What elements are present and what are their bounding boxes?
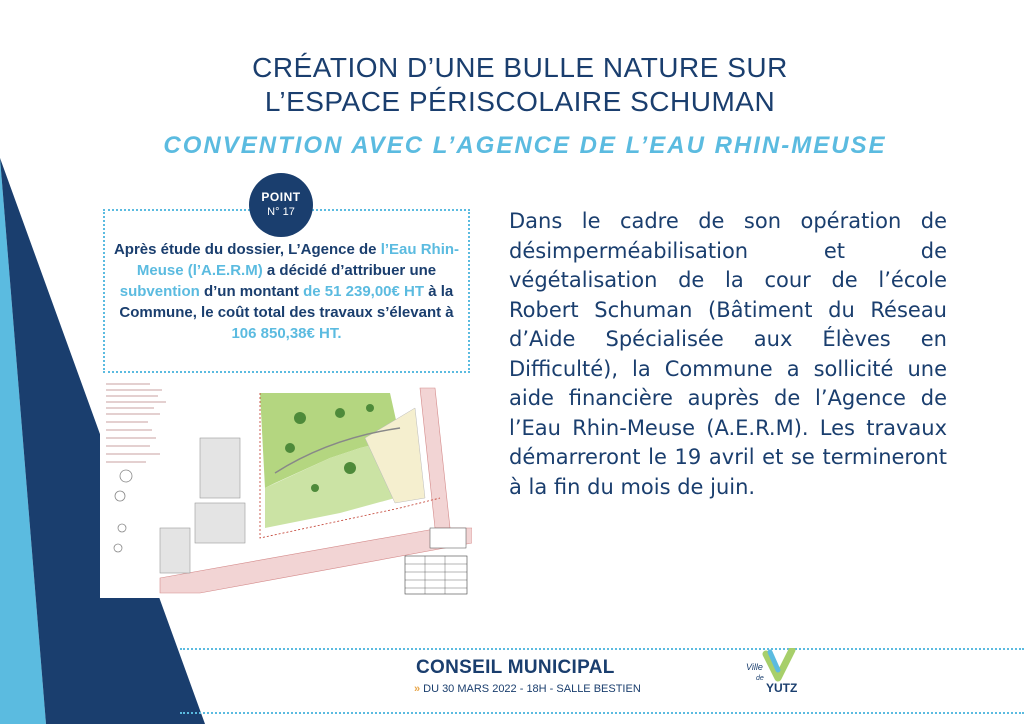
svg-text:YUTZ: YUTZ <box>766 681 798 695</box>
point-badge <box>249 173 313 237</box>
point-label: POINT <box>261 190 301 204</box>
info-highlight-agency: l’Eau Rhin-Meuse (l’A.E.R.M) <box>136 241 460 279</box>
svg-text:de: de <box>756 675 764 682</box>
info-text <box>113 239 460 344</box>
footer-title: CONSEIL MUNICIPAL <box>416 657 615 678</box>
footer-date: DU 30 MARS 2022 - 18H - SALLE BESTIEN <box>423 683 641 695</box>
info-text-part: Après étude du dossier, L’Agence de <box>113 241 381 258</box>
body-paragraph: Dans le cadre de son opération de désimperméabilisation et de végétalisation de la cour de l’école Robert Schuman (Bâtiment du Réseau d’Aide Spécialisée aux Élèves en Difficulté), la Commune a sollicité une aide financière auprès de l’Agence de l’Eau Rhin-Meuse (A.E.R.M). Les travaux démarreront le 19 avril et se termineront à la fin du mois de juin. <box>509 209 947 499</box>
info-text-part: a décidé d’attribuer une <box>262 262 437 279</box>
info-highlight-subvention: subvention <box>119 283 200 300</box>
footer-subtitle <box>414 683 641 695</box>
site-plan-image <box>100 378 472 598</box>
info-highlight-amount: de 51 239,00€ HT <box>303 283 425 300</box>
footer-divider-bottom <box>180 712 1024 714</box>
page-subtitle: CONVENTION AVEC L’AGENCE DE L’EAU RHIN-MEUSE <box>163 132 887 159</box>
info-text-part: à la Commune, le coût total des travaux s’élevant à <box>119 283 454 321</box>
page-title-line2: L’ESPACE PÉRISCOLAIRE SCHUMAN <box>264 86 776 117</box>
info-highlight-total: 106 850,38€ HT. <box>231 325 342 342</box>
footer-arrow-icon: » <box>414 683 421 695</box>
footer-divider-top <box>180 648 1024 650</box>
svg-text:Ville: Ville <box>746 662 763 672</box>
ville-de-yutz-logo <box>744 648 802 696</box>
page-title-line1: CRÉATION D’UNE BULLE NATURE SUR <box>252 52 788 83</box>
info-text-part: d’un montant <box>199 283 304 300</box>
point-number: N° 17 <box>267 206 295 218</box>
